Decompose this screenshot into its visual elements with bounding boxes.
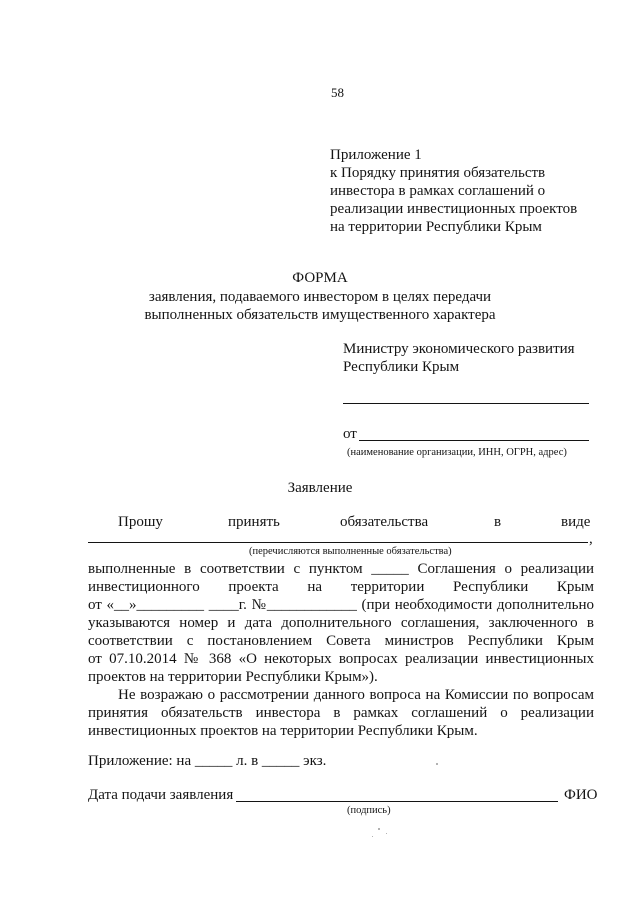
scan-speck <box>378 828 380 830</box>
paragraph-1-line-2: инвестиционного проекта на территории Республики Крым <box>88 579 594 595</box>
date-label: Дата подачи заявления <box>88 787 234 803</box>
signature-blank-line <box>236 801 558 802</box>
request-word-2: принять <box>228 514 280 530</box>
form-subtitle-2: выполненных обязательств имущественного характера <box>144 307 496 323</box>
appendix-line-5: на территории Республики Крым <box>330 219 542 235</box>
addressee-line-2: Республики Крым <box>343 359 460 375</box>
appendix-line-2: к Порядку принятия обязательств <box>330 165 546 181</box>
page-number: 58 <box>331 85 344 100</box>
paragraph-1-line-7: проектов на территории Республики Крым»). <box>88 669 378 685</box>
form-title: ФОРМА <box>292 270 348 286</box>
paragraph-2-line-3: инвестиционных проектов на территории Республики Крым. <box>88 723 478 739</box>
paragraph-1-line-4: указываются номер и дата дополнительного соглашения, заключенного в <box>88 615 594 631</box>
paragraph-1-line-3: от «__»_________ ____г. №____________ (при необходимости дополнительно <box>88 597 594 613</box>
addressee-blank-line <box>343 403 589 404</box>
scan-speck <box>386 833 387 834</box>
obligations-blank-line <box>88 542 588 543</box>
paragraph-1-line-6: от 07.10.2014 № 368 «О некоторых вопросах реализации инвестиционных <box>88 651 594 667</box>
form-subtitle-1: заявления, подаваемого инвестором в целях передачи <box>148 289 492 305</box>
obligations-comma: , <box>589 531 593 547</box>
request-word-3: обязательства <box>340 514 429 530</box>
attachment-line: Приложение: на _____ л. в _____ экз. <box>88 753 327 769</box>
obligations-hint: (перечисляются выполненные обязательства) <box>249 546 452 557</box>
scan-speck <box>372 836 373 837</box>
signature-hint: (подпись) <box>347 805 391 816</box>
appendix-line-3: инвестора в рамках соглашений о <box>330 183 546 199</box>
fio-label: ФИО <box>564 787 598 803</box>
paragraph-2-line-1: Не возражаю о рассмотрении данного вопроса на Комиссии по вопросам <box>118 687 594 703</box>
paragraph-2-line-2: принятия обязательств инвестора в рамках соглашений о реализации <box>88 705 594 721</box>
from-label: от <box>343 426 357 442</box>
paragraph-1-line-1: выполненные в соответствии с пунктом _____ Соглашения о реализации <box>88 561 594 577</box>
scan-speck <box>436 763 438 765</box>
request-word-1: Прошу <box>118 514 163 530</box>
paragraph-1-line-5: соответствии с постановлением Совета министров Республики Крым <box>88 633 594 649</box>
from-hint: (наименование организации, ИНН, ОГРН, адрес) <box>347 447 567 458</box>
appendix-line-1: Приложение 1 <box>330 147 422 163</box>
appendix-line-4: реализации инвестиционных проектов <box>330 201 578 217</box>
from-blank-line <box>359 440 589 441</box>
addressee-line-1: Министру экономического развития <box>343 341 575 357</box>
request-word-4: в <box>494 514 502 530</box>
statement-title: Заявление <box>287 480 353 496</box>
request-word-5: виде <box>561 514 591 530</box>
